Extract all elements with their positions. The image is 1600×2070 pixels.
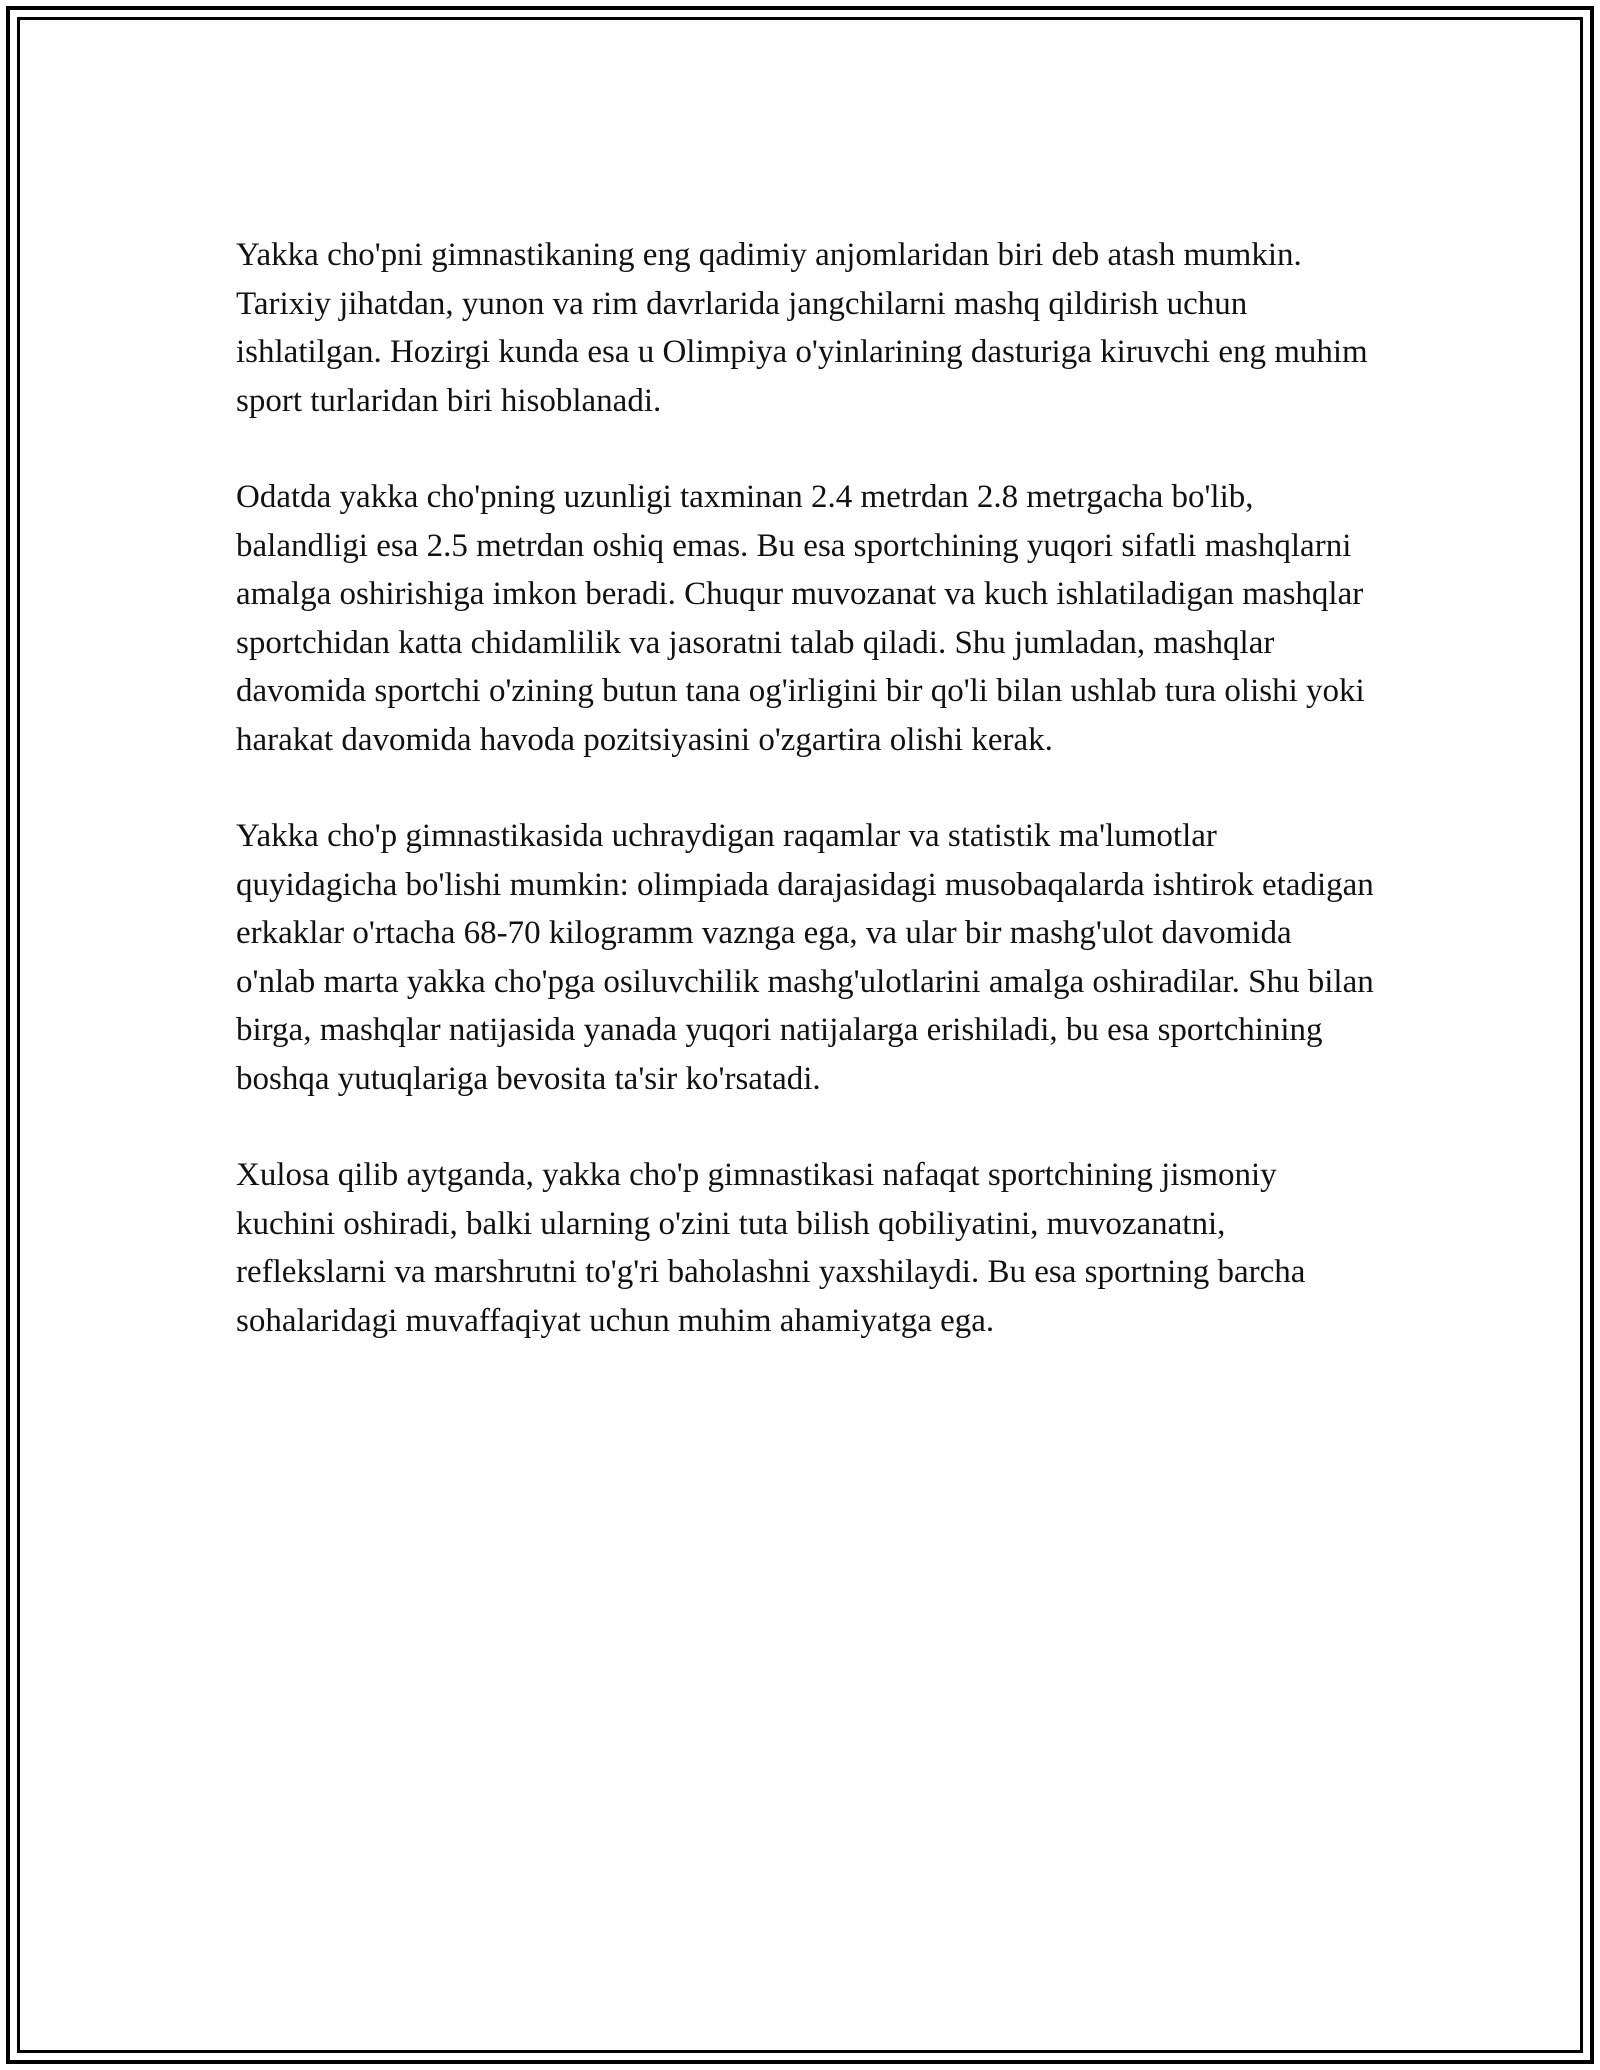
paragraph-dimensions: Odatda yakka cho'pning uzunligi taxminan 2.4 metrdan 2.8 metrgacha bo'lib, balandligi esa 2.5 metrdan oshiq emas. Bu esa sportchining yuqori sifatli mashqlarni amalga oshirishiga imkon beradi. Chuqur muvozanat va kuch ishlatiladigan mashqlar sportchidan katta chidamlilik va jasoratni talab qiladi. Shu jumladan, mashqlar davomida sportchi o'zining butun tana og'irligini bir qo'li bilan ushlab tura olishi yoki harakat davomida havoda pozitsiyasini o'zgartira olishi kerak.: [236, 479, 1365, 758]
document-body: [236, 231, 1376, 1393]
paragraph-statistics: Yakka cho'p gimnastikasida uchraydigan raqamlar va statistik ma'lumotlar quyidagicha bo'lishi mumkin: olimpiada darajasidagi musobaqalarda ishtirok etadigan erkaklar o'rtacha 68-70 kilogramm vaznga ega, va ular bir mashg'ulot davomida o'nlab marta yakka cho'pga osiluvchilik mashg'ulotlarini amalga oshiradilar. Shu bilan birga, mashqlar natijasida yanada yuqori natijalarga erishiladi, bu esa sportchining boshqa yutuqlariga bevosita ta'sir ko'rsatadi.: [236, 818, 1374, 1097]
paragraph-conclusion: Xulosa qilib aytganda, yakka cho'p gimnastikasi nafaqat sportchining jismoniy kuchini oshiradi, balki ularning o'zini tuta bilish qobiliyatini, muvozanatni, reflekslarni va marshrutni to'g'ri baholashni yaxshilaydi. Bu esa sportning barcha sohalaridagi muvaffaqiyat uchun muhim ahamiyatga ega.: [236, 1157, 1306, 1339]
paragraph-history: Yakka cho'pni gimnastikaning eng qadimiy anjomlaridan biri deb atash mumkin. Tarixiy jihatdan, yunon va rim davrlarida jangchilarni mashq qildirish uchun ishlatilgan. Hozirgi kunda esa u Olimpiya o'yinlarining dasturiga kiruvchi eng muhim sport turlaridan biri hisoblanadi.: [236, 237, 1368, 419]
